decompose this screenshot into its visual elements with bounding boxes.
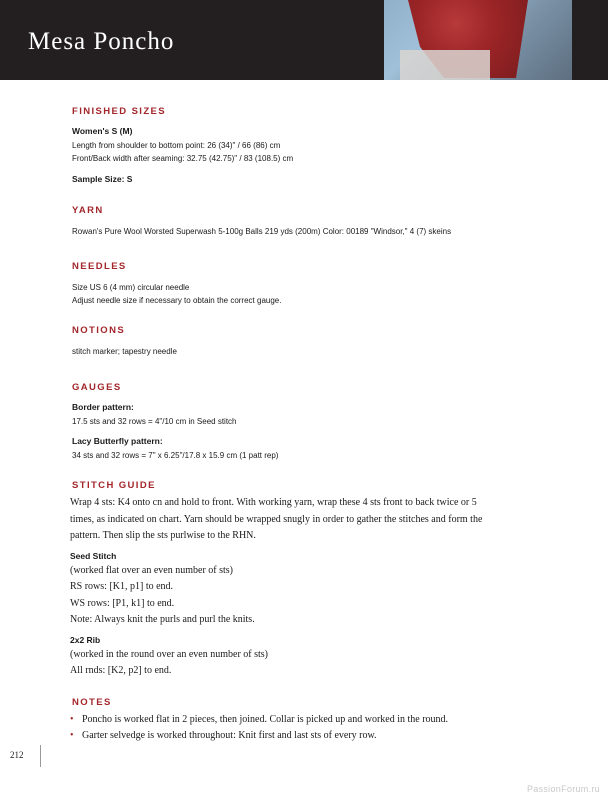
seed-stitch-line: RS rows: [K1, p1] to end. [70,581,174,592]
model-skirt-image [400,50,490,80]
wrap-text: pattern. Then slip the sts purlwise to the RHN. [70,530,256,541]
gauges-section [70,382,540,462]
size-line: Length from shoulder to bottom point: 26 (34)" / 66 (86) cm [72,141,281,150]
needles-section [70,261,540,307]
seed-stitch-line: (worked flat over an even number of sts) [70,564,233,576]
note-text: Poncho is worked flat in 2 pieces, then joined. Collar is picked up and worked in the round. [82,713,449,725]
size-line: Front/Back width after seaming: 32.75 (42.75)" / 83 (108.5) cm [72,154,294,163]
lacy-pattern-label: Lacy Butterfly pattern: [72,436,163,446]
page-number-divider [40,745,41,767]
needles-line: Size US 6 (4 mm) circular needle [72,283,190,292]
border-pattern-gauge: 17.5 sts and 32 rows = 4"/10 cm in Seed stitch [72,417,237,426]
yarn-section [70,205,540,238]
list-item [70,728,540,744]
notes-list [70,712,540,744]
sample-size: Sample Size: S [72,174,133,184]
pattern-content [70,106,540,744]
rib-label: 2x2 Rib [70,634,101,645]
wrap-text: Wrap 4 sts: K4 onto cn and hold to front. With working yarn, wrap these 4 sts front to back twice or 5 [70,497,477,508]
page-title: Mesa Poncho [28,28,175,55]
seed-stitch-label: Seed Stitch [70,550,117,561]
finished-sizes-section [70,106,540,184]
rib-line: (worked in the round over an even number of sts) [70,648,268,660]
seed-stitch-line: Note: Always knit the purls and purl the knits. [70,614,255,625]
yarn-heading: YARN [72,205,104,216]
border-pattern-label: Border pattern: [72,402,134,412]
needles-heading: NEEDLES [72,261,127,272]
lacy-pattern-gauge: 34 sts and 32 rows = 7" x 6.25"/17.8 x 15.9 cm (1 patt rep) [72,451,279,460]
page-number: 212 [10,750,24,760]
gauges-heading: GAUGES [72,382,122,393]
rib-line: All rnds: [K2, p2] to end. [70,665,172,676]
notions-heading: NOTIONS [72,325,126,336]
watermark: PassionForum.ru [526,784,600,794]
size-label: Women's S (M) [72,126,133,136]
wrap-text: times, as indicated on chart. Yarn should be wrapped snugly in order to gather the stitches and form the [70,513,483,525]
notions-text: stitch marker; tapestry needle [72,347,177,356]
notions-section [70,325,540,358]
yarn-text: Rowan's Pure Wool Worsted Superwash 5-100g Balls 219 yds (200m) Color: 00189 "Windsor," 4 (7) skeins [72,227,452,236]
bullet-icon: • [70,713,74,725]
notes-section [70,697,540,744]
needles-line: Adjust needle size if necessary to obtain the correct gauge. [72,296,282,305]
bullet-icon: • [70,729,74,741]
notes-heading: NOTES [72,696,112,708]
stitch-guide-section [70,480,540,680]
header-banner [0,0,608,80]
list-item [70,712,540,728]
stitch-guide-heading: STITCH GUIDE [72,480,156,491]
note-text: Garter selvedge is worked throughout: Knit first and last sts of every row. [82,729,377,741]
finished-sizes-heading: FINISHED SIZES [72,106,167,117]
seed-stitch-line: WS rows: [P1, k1] to end. [70,597,175,609]
